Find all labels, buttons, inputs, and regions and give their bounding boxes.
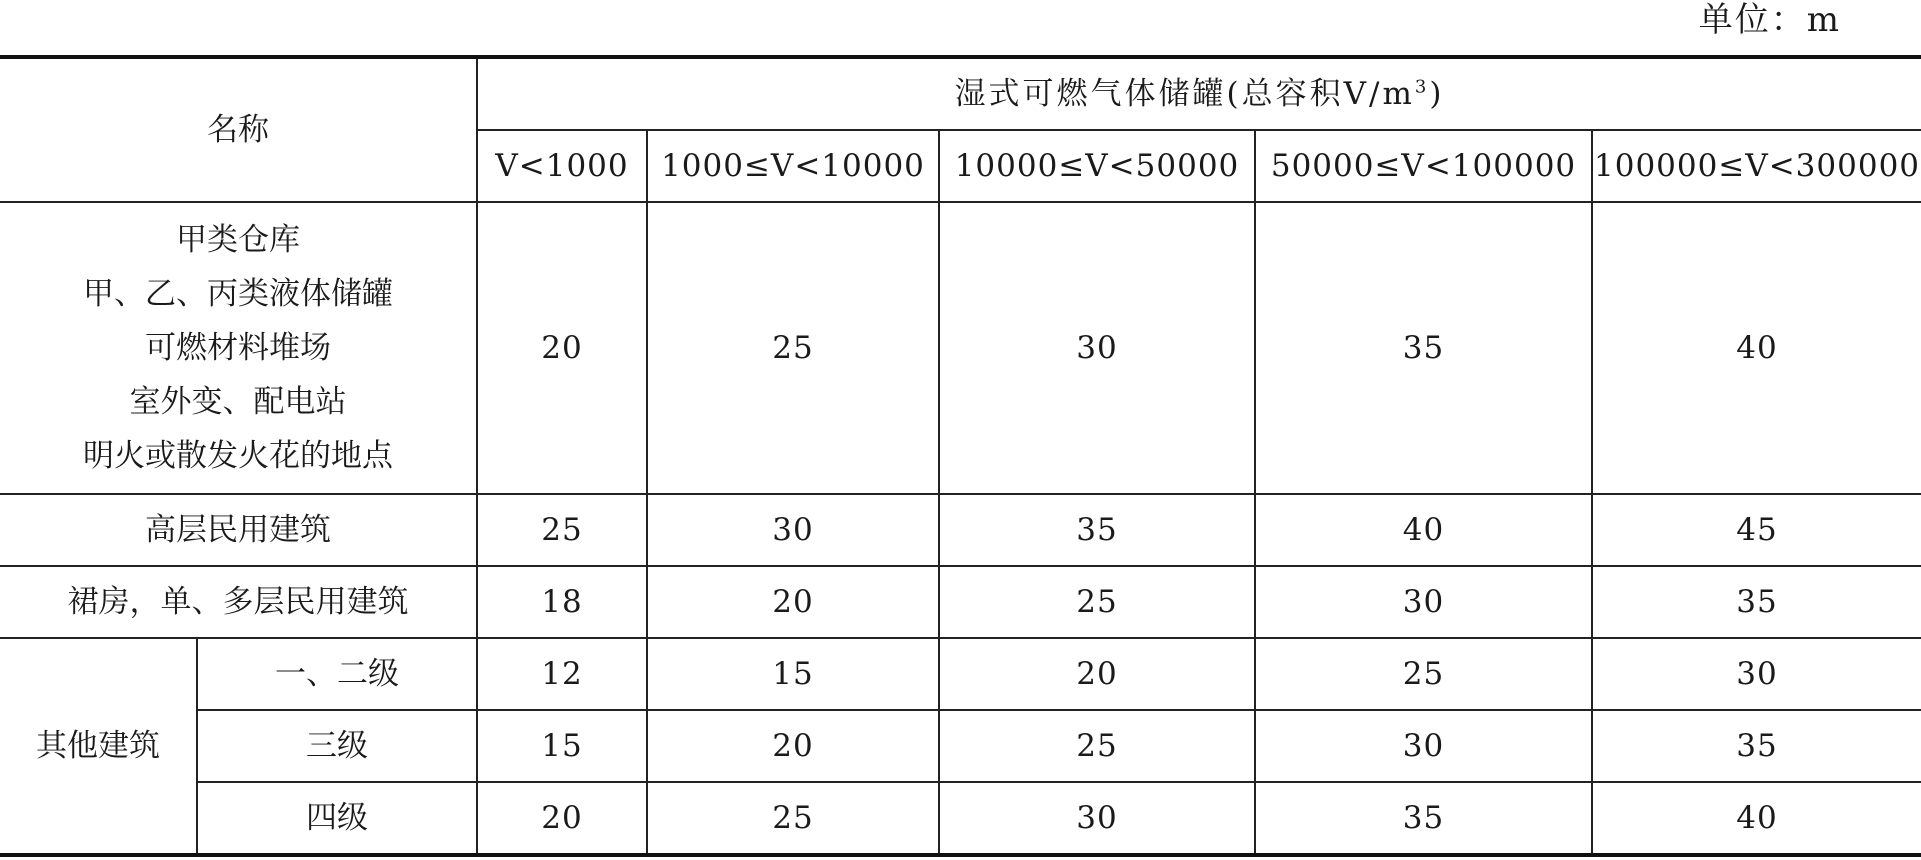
distance-value-cell: 45 [1592,494,1921,566]
distance-value-cell: 25 [939,566,1255,638]
distance-value-cell: 25 [477,494,647,566]
distance-value-cell: 30 [1255,566,1592,638]
distance-value-cell: 20 [477,782,647,855]
row-name-line: 明火或散发火花的地点 [83,438,393,474]
distance-value-cell: 18 [477,566,647,638]
distance-value-cell: 35 [1592,566,1921,638]
distance-value-cell: 30 [939,202,1255,494]
other-buildings-group-cell: 其他建筑 [0,638,197,855]
row-name-line: 甲、乙、丙类液体储罐 [83,276,393,312]
distance-value-cell: 40 [1592,782,1921,855]
distance-value-cell: 35 [1255,782,1592,855]
group-title-suffix: ) [1429,76,1445,112]
fire-resistance-grade-cell: 一、二级 [197,638,477,710]
distance-value-cell: 12 [477,638,647,710]
distance-value-cell: 30 [647,494,939,566]
distance-value-cell: 20 [477,202,647,494]
distance-value-cell: 20 [647,710,939,782]
row-name-cell: 裙房，单、多层民用建筑 [0,566,477,638]
tank-volume-group-header [477,57,1921,130]
row-name-cell [0,202,477,494]
distance-value-cell: 25 [1255,638,1592,710]
distance-value-cell: 40 [1255,494,1592,566]
volume-range-header: V<1000 [477,130,647,202]
row-name-cell: 高层民用建筑 [0,494,477,566]
table-row [0,202,1921,494]
volume-range-header: 1000≤V<10000 [647,130,939,202]
volume-range-header: 10000≤V<50000 [939,130,1255,202]
header-row-1 [0,57,1921,130]
distance-value-cell: 15 [647,638,939,710]
distance-value-cell: 20 [647,566,939,638]
unit-label: 单位：m [1698,0,1841,40]
name-column-header: 名称 [0,57,477,202]
separation-distance-table [0,55,1921,857]
row-name-line: 室外变、配电站 [129,384,347,420]
distance-value-cell: 35 [1255,202,1592,494]
volume-range-header: 100000≤V<300000 [1592,130,1921,202]
table-row [0,782,1921,855]
distance-value-cell: 30 [1592,638,1921,710]
distance-value-cell: 25 [647,782,939,855]
distance-value-cell: 30 [1255,710,1592,782]
group-title-superscript: 3 [1414,76,1430,98]
distance-value-cell: 25 [647,202,939,494]
volume-range-header: 50000≤V<100000 [1255,130,1592,202]
table-row [0,638,1921,710]
table-row [0,710,1921,782]
distance-value-cell: 15 [477,710,647,782]
distance-value-cell: 25 [939,710,1255,782]
distance-value-cell: 20 [939,638,1255,710]
table-row [0,494,1921,566]
fire-resistance-grade-cell: 四级 [197,782,477,855]
distance-value-cell: 40 [1592,202,1921,494]
distance-value-cell: 30 [939,782,1255,855]
row-name-line: 可燃材料堆场 [145,330,331,366]
distance-value-cell: 35 [939,494,1255,566]
group-title-text: 湿式可燃气体储罐(总容积V/m [954,76,1415,112]
table-row [0,566,1921,638]
fire-resistance-grade-cell: 三级 [197,710,477,782]
distance-value-cell: 35 [1592,710,1921,782]
row-name-line: 甲类仓库 [176,222,300,258]
